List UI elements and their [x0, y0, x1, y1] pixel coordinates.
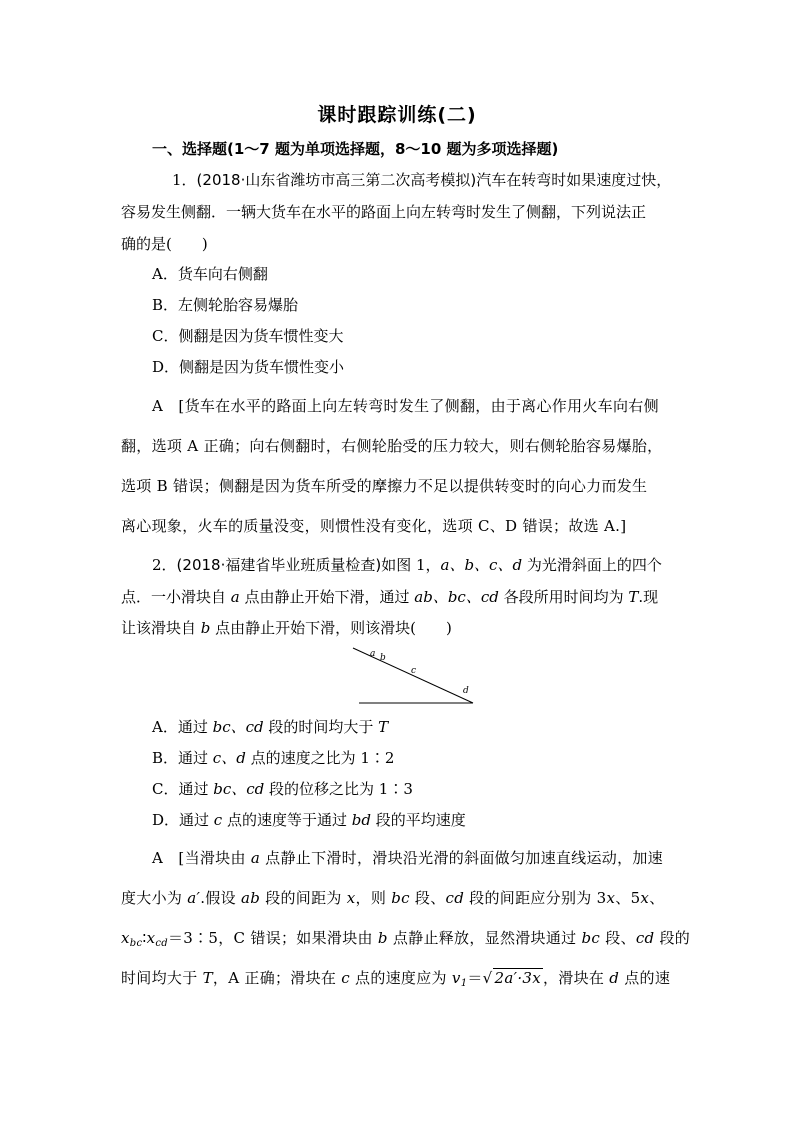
answer-var: ab [240, 889, 261, 907]
section-heading: 一、选择题(1～7 题为单项选择题，8～10 题为多项选择题) [152, 140, 559, 158]
answer-var: d [609, 969, 620, 987]
answer-var: a′ [187, 889, 201, 907]
q2-line2 [121, 587, 658, 607]
q2-text: 如图 1， [381, 556, 441, 574]
answer-text: ，则 [355, 889, 392, 907]
q2-text: .现 [638, 588, 659, 606]
answer-text: 度大小为 [121, 889, 188, 907]
q2-text: 点由静止开始下滑，则该滑块( ) [210, 619, 452, 637]
answer-text: 段的间距为 [260, 889, 347, 907]
answer-var: a [250, 849, 261, 867]
q1-answer-line2: 翻，选项 A 正确；向右侧翻时，右侧轮胎受的压力较大，则右侧轮胎容易爆胎， [121, 437, 663, 455]
answer-var: x [346, 889, 356, 907]
option-text: 点的速度等于通过 [222, 811, 352, 829]
answer-sqrt-content: 2a′·3x [494, 969, 541, 987]
answer-var: cd [445, 889, 465, 907]
q2-source: (2018·福建省毕业班质量检查) [176, 556, 382, 574]
figure-label-b: b [380, 653, 386, 663]
q1-line2: 容易发生侧翻．一辆大货车在水平的路面上向左转弯时发生了侧翻，下列说法正 [121, 203, 647, 221]
q2-var: T [628, 588, 639, 606]
q1-line3: 确的是( ) [121, 235, 208, 253]
option-var: bd [351, 811, 371, 829]
option-text: 段的时间均大于 [263, 718, 379, 736]
q1-option-b: B．左侧轮胎容易爆胎 [152, 296, 299, 314]
answer-text: 段的间距应分别为 3 [464, 889, 607, 907]
answer-text: 点的速 [619, 969, 671, 987]
answer-text: A [当滑块由 [152, 849, 251, 867]
answer-text: ，滑块在 [543, 969, 610, 987]
figure-label-a: a [370, 649, 376, 659]
option-var: c、d [212, 749, 246, 767]
answer-var: x [606, 889, 616, 907]
answer-text: ＝3∶5，C 错误；如果滑块由 [167, 929, 378, 947]
q2-text: 各段所用时间均为 [498, 588, 629, 606]
option-var: T [378, 718, 389, 736]
answer-text: ＝ [467, 969, 483, 987]
option-var: bc、cd [212, 718, 264, 736]
answer-text: .假设 [200, 889, 241, 907]
answer-var: bc [581, 929, 601, 947]
q2-answer-line1 [152, 848, 663, 868]
answer-text: 、5 [615, 889, 641, 907]
q2-text: 点．一小滑块自 [121, 588, 231, 606]
option-var: bc、cd [213, 780, 265, 798]
q2-text: 点由静止开始下滑，通过 [239, 588, 415, 606]
answer-text: ∶ [142, 929, 147, 947]
q2-line1 [152, 555, 662, 575]
q2-answer-line3 [121, 928, 690, 954]
answer-var: x [640, 889, 650, 907]
q2-text: 为光滑斜面上的四个 [522, 556, 662, 574]
q2-var: a [230, 588, 240, 606]
page-title: 课时跟踪训练(二) [317, 104, 477, 126]
q2-option-b [152, 748, 394, 768]
option-text: D．通过 [152, 811, 214, 829]
option-var: c [213, 811, 223, 829]
answer-text: 时间均大于 [121, 969, 203, 987]
option-text: 段的位移之比为 1∶3 [264, 780, 413, 798]
answer-text: 点静止下滑时，滑块沿光滑的斜面做匀加速直线运动，加速 [260, 849, 663, 867]
answer-text: 段、 [600, 929, 636, 947]
q1-source: (2018·山东省潍坊市高三第二次高考模拟) [196, 171, 477, 189]
q1-option-d: D．侧翻是因为货车惯性变小 [152, 358, 345, 376]
answer-var: x [121, 929, 130, 947]
option-text: C．通过 [152, 780, 214, 798]
q1-text: 汽车在转弯时如果速度过快， [476, 171, 672, 189]
q2-answer-line4 [121, 968, 670, 994]
q1-option-c: C．侧翻是因为货车惯性变大 [152, 327, 344, 345]
q1-answer-line3: 选项 B 错误；侧翻是因为货车所受的摩擦力不足以提供转变时的向心力而发生 [121, 477, 648, 495]
answer-var: bc [391, 889, 410, 907]
q2-text: 让该滑块自 [121, 619, 201, 637]
q1-answer-line1: A [货车在水平的路面上向左转弯时发生了侧翻，由于离心作用火车向右侧 [152, 397, 659, 415]
q2-points: a、b、c、d [440, 556, 523, 574]
option-text: A．通过 [152, 718, 213, 736]
answer-text: 点静止释放，显然滑块通过 [387, 929, 582, 947]
q2-option-d [152, 810, 466, 830]
q2-number: 2． [152, 556, 177, 574]
figure-label-c: c [411, 666, 417, 676]
q1-option-a: A．货车向右侧翻 [152, 265, 268, 283]
answer-subscript: bc [129, 938, 143, 949]
q1-answer-line4: 离心现象，火车的质量没变，则惯性没有变化，选项 C、D 错误；故选 A.] [121, 517, 627, 535]
q2-option-a [152, 717, 388, 737]
q2-answer-line2 [121, 888, 665, 908]
q1-line1 [172, 170, 671, 190]
answer-var: v [451, 969, 461, 987]
option-text: 点的速度之比为 1∶2 [245, 749, 395, 767]
sqrt-sign: √ [482, 969, 493, 987]
answer-var: b [377, 929, 388, 947]
q2-line3 [121, 618, 452, 638]
answer-var: T [202, 969, 213, 987]
option-text: B．通过 [152, 749, 213, 767]
q2-option-c [152, 779, 413, 799]
answer-var: cd [635, 929, 655, 947]
answer-subscript: 1 [460, 978, 468, 989]
answer-text: 点的速度应为 [349, 969, 452, 987]
answer-text: 段、 [409, 889, 446, 907]
answer-text: 段的 [654, 929, 691, 947]
q1-number: 1． [172, 171, 197, 189]
answer-text: 、 [649, 889, 665, 907]
q2-var: b [200, 619, 211, 637]
incline-figure [345, 645, 480, 705]
option-text: 段的平均速度 [370, 811, 466, 829]
answer-text: ，A 正确；滑块在 [212, 969, 342, 987]
answer-subscript: cd [155, 938, 168, 949]
q2-var: ab、bc、cd [414, 588, 499, 606]
answer-var: x [146, 929, 156, 947]
figure-label-d: d [463, 686, 469, 696]
answer-var: c [341, 969, 350, 987]
